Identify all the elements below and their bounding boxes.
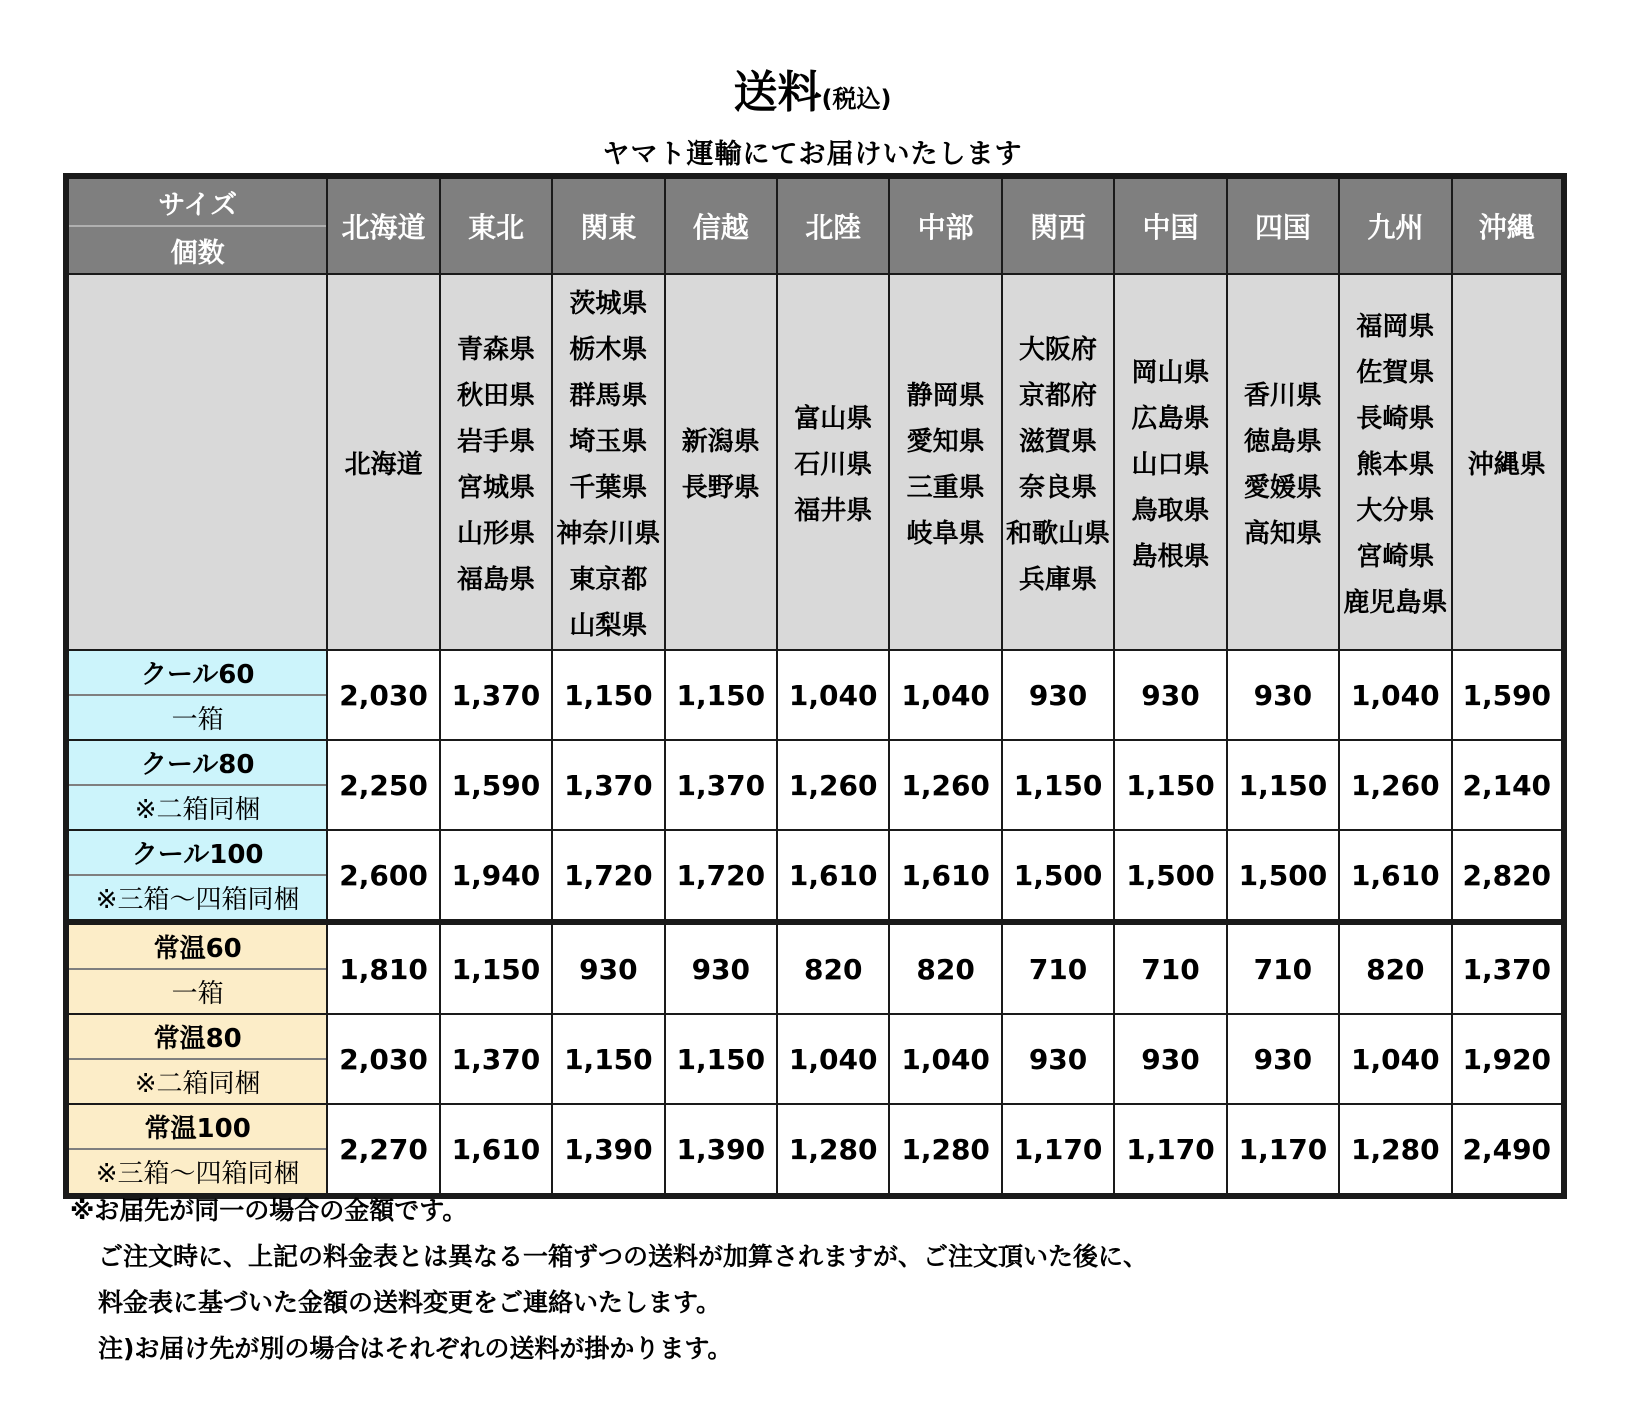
region-header-row bbox=[66, 176, 1564, 274]
size-name: 常温80 bbox=[69, 1015, 326, 1060]
prefecture-name: 秋田県 bbox=[456, 381, 535, 411]
prefecture-list bbox=[890, 367, 1000, 557]
price-cell: 1,150 bbox=[440, 922, 552, 1014]
box-count: 一箱 bbox=[171, 979, 224, 1009]
price-cell: 930 bbox=[552, 922, 664, 1014]
prefecture-name: 東京都 bbox=[569, 565, 648, 595]
region-header: 東北 bbox=[440, 176, 552, 274]
prefecture-name: 福岡県 bbox=[1356, 312, 1435, 342]
prefecture-row-label bbox=[66, 274, 327, 650]
region-header: 九州 bbox=[1339, 176, 1451, 274]
box-count: ※二箱同梱 bbox=[134, 1069, 261, 1099]
region-header: 関西 bbox=[1002, 176, 1114, 274]
size-count-header bbox=[66, 176, 327, 274]
price-cell: 1,260 bbox=[1339, 740, 1451, 830]
prefecture-name: 福井県 bbox=[794, 496, 873, 526]
prefecture-name: 北海道 bbox=[344, 450, 423, 480]
prefecture-cell bbox=[1227, 274, 1339, 650]
prefecture-name: 石川県 bbox=[794, 450, 873, 480]
region-header: 信越 bbox=[665, 176, 777, 274]
prefecture-name: 大阪府 bbox=[1019, 335, 1098, 365]
price-cell: 930 bbox=[1227, 1014, 1339, 1104]
page-subtitle: ヤマト運輸にてお届けいたします bbox=[602, 139, 1023, 170]
size-label bbox=[69, 1015, 326, 1103]
price-cell: 710 bbox=[1227, 922, 1339, 1014]
price-cell: 2,600 bbox=[327, 830, 439, 922]
prefecture-name: 群馬県 bbox=[569, 381, 648, 411]
prefecture-name: 宮崎県 bbox=[1356, 542, 1435, 572]
price-cell: 1,590 bbox=[1452, 650, 1564, 740]
region-header: 沖縄 bbox=[1452, 176, 1564, 274]
price-cell: 1,390 bbox=[665, 1104, 777, 1196]
size-label bbox=[69, 831, 326, 919]
prefecture-name: 長崎県 bbox=[1356, 404, 1435, 434]
price-cell: 2,490 bbox=[1452, 1104, 1564, 1196]
price-cell: 1,150 bbox=[665, 650, 777, 740]
prefecture-name: 大分県 bbox=[1356, 496, 1435, 526]
prefecture-name: 茨城県 bbox=[569, 289, 648, 319]
box-count: ※三箱～四箱同梱 bbox=[95, 885, 300, 915]
prefecture-cell bbox=[777, 274, 889, 650]
note-line: 注)お届け先が別の場合はそれぞれの送料が掛かります。 bbox=[98, 1334, 733, 1363]
prefecture-cell bbox=[1339, 274, 1451, 650]
prefecture-cell bbox=[1002, 274, 1114, 650]
prefecture-row bbox=[66, 274, 1564, 650]
size-label bbox=[69, 651, 326, 739]
price-cell: 1,390 bbox=[552, 1104, 664, 1196]
prefecture-cell bbox=[1114, 274, 1226, 650]
prefecture-name: 三重県 bbox=[906, 473, 985, 503]
prefecture-list bbox=[328, 436, 438, 488]
prefecture-name: 愛媛県 bbox=[1243, 473, 1322, 503]
prefecture-name: 広島県 bbox=[1131, 404, 1210, 434]
prefecture-name: 奈良県 bbox=[1019, 473, 1098, 503]
prefecture-name: 岩手県 bbox=[456, 427, 535, 457]
prefecture-name: 山口県 bbox=[1131, 450, 1210, 480]
prefecture-list bbox=[1115, 344, 1225, 580]
price-cell: 1,040 bbox=[889, 1014, 1001, 1104]
prefecture-cell bbox=[889, 274, 1001, 650]
prefecture-name: 山梨県 bbox=[569, 611, 648, 641]
region-header: 関東 bbox=[552, 176, 664, 274]
prefecture-list bbox=[1003, 321, 1113, 603]
prefecture-cell bbox=[440, 274, 552, 650]
title-main: 送料 bbox=[733, 67, 822, 118]
rate-row bbox=[66, 830, 1564, 922]
prefecture-name: 香川県 bbox=[1243, 381, 1322, 411]
price-cell: 1,040 bbox=[777, 1014, 889, 1104]
prefecture-cell bbox=[1452, 274, 1564, 650]
prefecture-name: 宮城県 bbox=[456, 473, 535, 503]
prefecture-name: 兵庫県 bbox=[1019, 565, 1098, 595]
prefecture-cell bbox=[327, 274, 439, 650]
note-line: ご注文時に、上記の料金表とは異なる一箱ずつの送料が加算されますが、ご注文頂いた後に、 bbox=[98, 1242, 1149, 1271]
price-cell: 930 bbox=[1227, 650, 1339, 740]
price-cell: 820 bbox=[777, 922, 889, 1014]
size-name: クール80 bbox=[69, 741, 326, 786]
prefecture-name: 富山県 bbox=[794, 404, 873, 434]
price-cell: 820 bbox=[889, 922, 1001, 1014]
price-cell: 1,720 bbox=[665, 830, 777, 922]
prefecture-name: 青森県 bbox=[456, 335, 535, 365]
prefecture-name: 鳥取県 bbox=[1131, 496, 1210, 526]
size-label-cell bbox=[66, 830, 327, 922]
prefecture-name: 岡山県 bbox=[1131, 358, 1210, 388]
shipping-rate-table bbox=[63, 173, 1567, 1199]
prefecture-name: 新潟県 bbox=[681, 427, 760, 457]
note-line: ※お届先が同一の場合の金額です。 bbox=[70, 1196, 468, 1225]
price-cell: 1,370 bbox=[440, 650, 552, 740]
prefecture-list bbox=[1228, 367, 1338, 557]
count-header-label: 個数 bbox=[170, 237, 225, 269]
price-cell: 2,270 bbox=[327, 1104, 439, 1196]
price-cell: 1,260 bbox=[889, 740, 1001, 830]
notes bbox=[70, 1188, 1148, 1372]
price-cell: 1,500 bbox=[1114, 830, 1226, 922]
prefecture-name: 愛知県 bbox=[906, 427, 985, 457]
region-header: 北海道 bbox=[327, 176, 439, 274]
price-cell: 1,150 bbox=[1002, 740, 1114, 830]
price-cell: 1,610 bbox=[440, 1104, 552, 1196]
price-cell: 1,610 bbox=[1339, 830, 1451, 922]
note-line: 料金表に基づいた金額の送料変更をご連絡いたします。 bbox=[98, 1288, 722, 1317]
box-count: 一箱 bbox=[171, 705, 224, 735]
prefecture-name: 徳島県 bbox=[1243, 427, 1322, 457]
price-cell: 1,150 bbox=[665, 1014, 777, 1104]
prefecture-name: 高知県 bbox=[1243, 519, 1322, 549]
box-count: ※二箱同梱 bbox=[134, 795, 261, 825]
prefecture-name: 鹿児島県 bbox=[1343, 588, 1448, 618]
price-cell: 1,150 bbox=[1227, 740, 1339, 830]
prefecture-list bbox=[1340, 298, 1450, 626]
price-cell: 1,280 bbox=[777, 1104, 889, 1196]
prefecture-name: 熊本県 bbox=[1356, 450, 1435, 480]
price-cell: 2,250 bbox=[327, 740, 439, 830]
prefecture-list bbox=[1453, 436, 1561, 488]
price-cell: 1,150 bbox=[552, 1014, 664, 1104]
size-name: クール100 bbox=[69, 831, 326, 876]
prefecture-name: 京都府 bbox=[1019, 381, 1098, 411]
price-cell: 1,610 bbox=[889, 830, 1001, 922]
region-header: 中部 bbox=[889, 176, 1001, 274]
size-label-cell bbox=[66, 740, 327, 830]
price-cell: 1,150 bbox=[552, 650, 664, 740]
prefecture-list bbox=[553, 275, 663, 649]
price-cell: 1,170 bbox=[1002, 1104, 1114, 1196]
size-label-cell bbox=[66, 1014, 327, 1104]
price-cell: 1,610 bbox=[777, 830, 889, 922]
title-tax-note: (税込) bbox=[821, 85, 892, 113]
price-cell: 820 bbox=[1339, 922, 1451, 1014]
price-cell: 930 bbox=[1114, 650, 1226, 740]
price-cell: 1,040 bbox=[889, 650, 1001, 740]
rate-row bbox=[66, 650, 1564, 740]
size-label-cell bbox=[66, 922, 327, 1014]
rate-row bbox=[66, 1104, 1564, 1196]
prefecture-name: 千葉県 bbox=[569, 473, 648, 503]
rate-row bbox=[66, 1014, 1564, 1104]
prefecture-name: 福島県 bbox=[456, 565, 535, 595]
price-cell: 1,040 bbox=[1339, 1014, 1451, 1104]
price-cell: 2,140 bbox=[1452, 740, 1564, 830]
prefecture-name: 佐賀県 bbox=[1356, 358, 1435, 388]
page-title bbox=[0, 56, 1625, 120]
prefecture-list bbox=[441, 321, 551, 603]
region-header: 中国 bbox=[1114, 176, 1226, 274]
prefecture-name: 滋賀県 bbox=[1019, 427, 1098, 457]
prefecture-name: 栃木県 bbox=[569, 335, 648, 365]
prefecture-list bbox=[666, 413, 776, 511]
price-cell: 1,500 bbox=[1002, 830, 1114, 922]
price-cell: 1,590 bbox=[440, 740, 552, 830]
price-cell: 2,820 bbox=[1452, 830, 1564, 922]
price-cell: 2,030 bbox=[327, 650, 439, 740]
price-cell: 1,170 bbox=[1227, 1104, 1339, 1196]
price-cell: 1,500 bbox=[1227, 830, 1339, 922]
size-label bbox=[69, 1105, 326, 1193]
size-header-label: サイズ bbox=[69, 179, 326, 227]
prefecture-name: 神奈川県 bbox=[556, 519, 661, 549]
price-cell: 1,920 bbox=[1452, 1014, 1564, 1104]
price-cell: 1,040 bbox=[1339, 650, 1451, 740]
price-cell: 930 bbox=[1002, 650, 1114, 740]
prefecture-list bbox=[778, 390, 888, 534]
price-cell: 1,720 bbox=[552, 830, 664, 922]
price-cell: 710 bbox=[1114, 922, 1226, 1014]
prefecture-name: 和歌山県 bbox=[1006, 519, 1111, 549]
price-cell: 1,940 bbox=[440, 830, 552, 922]
price-cell: 1,280 bbox=[889, 1104, 1001, 1196]
box-count: ※三箱～四箱同梱 bbox=[95, 1159, 300, 1189]
price-cell: 710 bbox=[1002, 922, 1114, 1014]
price-cell: 1,370 bbox=[440, 1014, 552, 1104]
price-cell: 1,370 bbox=[1452, 922, 1564, 1014]
size-name: 常温60 bbox=[69, 925, 326, 970]
rate-row bbox=[66, 922, 1564, 1014]
prefecture-cell bbox=[552, 274, 664, 650]
prefecture-name: 島根県 bbox=[1131, 542, 1210, 572]
price-cell: 1,810 bbox=[327, 922, 439, 1014]
size-name: クール60 bbox=[69, 651, 326, 696]
prefecture-name: 静岡県 bbox=[906, 381, 985, 411]
prefecture-name: 山形県 bbox=[456, 519, 535, 549]
size-label bbox=[69, 741, 326, 829]
price-cell: 1,370 bbox=[552, 740, 664, 830]
rate-row bbox=[66, 740, 1564, 830]
size-label-cell bbox=[66, 650, 327, 740]
price-cell: 930 bbox=[1114, 1014, 1226, 1104]
region-header: 北陸 bbox=[777, 176, 889, 274]
price-cell: 2,030 bbox=[327, 1014, 439, 1104]
price-cell: 930 bbox=[1002, 1014, 1114, 1104]
price-cell: 930 bbox=[665, 922, 777, 1014]
size-label bbox=[69, 925, 326, 1013]
price-cell: 1,260 bbox=[777, 740, 889, 830]
price-cell: 1,040 bbox=[777, 650, 889, 740]
price-cell: 1,370 bbox=[665, 740, 777, 830]
price-cell: 1,150 bbox=[1114, 740, 1226, 830]
price-cell: 1,280 bbox=[1339, 1104, 1451, 1196]
size-name: 常温100 bbox=[69, 1105, 326, 1150]
region-header: 四国 bbox=[1227, 176, 1339, 274]
prefecture-cell bbox=[665, 274, 777, 650]
prefecture-name: 沖縄県 bbox=[1467, 450, 1546, 480]
prefecture-name: 岐阜県 bbox=[906, 519, 985, 549]
size-label-cell bbox=[66, 1104, 327, 1196]
price-cell: 1,170 bbox=[1114, 1104, 1226, 1196]
prefecture-name: 長野県 bbox=[681, 473, 760, 503]
prefecture-name: 埼玉県 bbox=[569, 427, 648, 457]
